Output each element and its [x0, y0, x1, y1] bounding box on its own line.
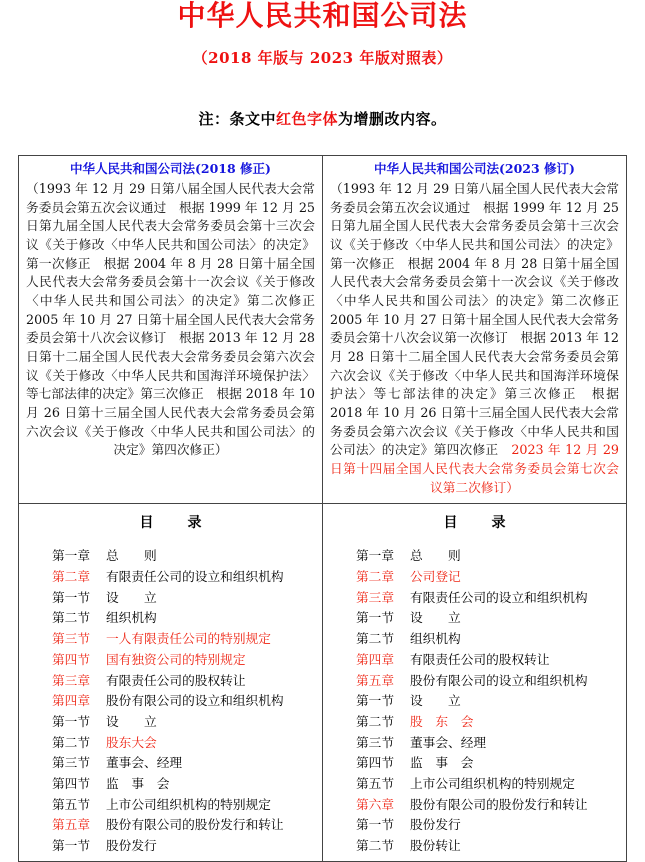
toc-entry-label: 第二章: [356, 569, 395, 584]
toc-entry[interactable]: [52, 546, 315, 567]
toc-entry-label: 第四节: [52, 651, 91, 667]
legend-note-prefix: 注：条文中: [198, 110, 276, 128]
toc-entry[interactable]: [356, 774, 619, 795]
toc-entry-text: 公司登记: [410, 569, 461, 584]
toc-entry-label: 第二章: [52, 569, 91, 584]
toc-entry[interactable]: [356, 712, 619, 733]
toc-entry-text: 一人有限责任公司的特别规定: [106, 631, 271, 647]
left-preamble-text: [26, 180, 328, 460]
toc-entry[interactable]: [52, 753, 315, 774]
toc-entry-text: 监 事 会: [410, 755, 474, 771]
toc-entry[interactable]: [356, 691, 619, 712]
right-toc-heading: 目 录: [443, 515, 516, 532]
toc-entry[interactable]: [52, 774, 315, 795]
toc-entry-label: 第五节: [356, 776, 395, 792]
toc-entry[interactable]: [52, 795, 315, 816]
preamble-row: [19, 156, 627, 504]
right-column-header: 中华人民共和国公司法(2023 修订): [374, 161, 575, 176]
toc-entry-text: 有限责任公司的股权转让: [106, 672, 246, 688]
page-subtitle: （2018 年版与 2023 年版对照表）: [192, 49, 453, 67]
toc-entry-label: 第四章: [356, 651, 395, 667]
toc-entry-text: 股份有限公司的设立和组织机构: [410, 672, 588, 688]
right-preamble-cell: [323, 156, 632, 504]
left-toc-heading: 目 录: [139, 515, 212, 532]
toc-entry[interactable]: [52, 567, 315, 588]
toc-entry-text: 上市公司组织机构的特别规定: [106, 796, 271, 812]
toc-entry-label: 第三节: [52, 755, 91, 771]
toc-entry[interactable]: [356, 836, 619, 857]
toc-entry-label: 第一节: [356, 817, 395, 833]
toc-entry[interactable]: [356, 546, 619, 567]
toc-entry-text: 总 则: [106, 548, 157, 564]
toc-entry-label: 第四节: [52, 776, 91, 792]
toc-entry-text: 有限责任公司的股权转让: [410, 651, 550, 667]
toc-entry-label: 第三节: [356, 734, 395, 750]
toc-entry[interactable]: [356, 815, 619, 836]
page-title: 中华人民共和国公司法: [177, 0, 468, 32]
toc-entry-label: 第一章: [52, 548, 91, 564]
legend-note-highlight: 红色字体: [275, 110, 338, 128]
toc-entry-text: 组织机构: [410, 631, 461, 647]
toc-entry-label: 第一节: [356, 610, 395, 626]
toc-entry-label: 第一节: [52, 589, 91, 605]
toc-entry-text: 股份发行: [410, 817, 461, 833]
toc-entry-label: 第一章: [356, 548, 395, 564]
toc-entry[interactable]: [356, 650, 619, 671]
toc-entry-text: 股份有限公司的股份发行和转让: [410, 796, 588, 812]
left-toc-cell: [19, 504, 323, 862]
toc-entry-text: 股份有限公司的设立和组织机构: [106, 693, 284, 709]
toc-entry-text: 设 立: [106, 589, 157, 605]
right-preamble-black: （1993 年 12 月 29 日第八届全国人民代表大会常务委员会第五次会议通过 根据 1999 年 12 月 25 日第九届全国人民代表大会常务委员会第十三次会议《关于修改〈中华人民共和国公司法〉的决定》第一次修正 根据 2004 年 8 月 28 日第十届全国人民代表大会常务委员会第十一次会议《关于修改〈中华人民共和国公司法〉的决定》第二次修正 2005 年 10 月 27 日第十届全国人民代表大会常务委员会第十八次会议第一次修订 根据 2013 年 12 月 28 日第十二届全国人民代表大会常务委员会第六次会议《关于修改〈中华人民共和国海洋环境保护法〉等七部法律的决定》第三次修正 根据 2018 年 10 月 26 日第十三届全国人民代表大会常务委员会第六次会议《关于修改〈中华人民共和国公司法〉的决定》第四次修正: [330, 180, 632, 458]
toc-entry[interactable]: [356, 671, 619, 692]
left-preamble-cell: [19, 156, 328, 504]
toc-entry[interactable]: [52, 608, 315, 629]
toc-entry-text: 股份转让: [410, 838, 461, 854]
toc-entry[interactable]: [356, 753, 619, 774]
toc-entry-label: 第五章: [356, 672, 395, 688]
toc-entry-label: 第一节: [356, 693, 395, 709]
legend-note: [0, 108, 645, 129]
toc-entry-label: 第五章: [52, 817, 91, 833]
toc-entry-text: 股 东 会: [410, 713, 474, 729]
toc-entry-label: 第二节: [52, 734, 91, 750]
toc-entry[interactable]: [52, 671, 315, 692]
toc-entry-label: 第三节: [52, 631, 91, 647]
toc-entry[interactable]: [52, 588, 315, 609]
toc-entry[interactable]: [52, 691, 315, 712]
toc-entry-text: 股东大会: [106, 734, 157, 750]
toc-entry[interactable]: [356, 733, 619, 754]
toc-entry-label: 第二节: [356, 838, 395, 854]
toc-entry-label: 第三章: [52, 672, 91, 688]
toc-entry-text: 有限责任公司的设立和组织机构: [106, 569, 284, 584]
toc-entry[interactable]: [356, 588, 619, 609]
toc-entry-text: 总 则: [410, 548, 461, 564]
toc-entry-text: 组织机构: [106, 610, 157, 626]
toc-entry-text: 设 立: [106, 713, 157, 729]
toc-entry-label: 第二节: [356, 631, 395, 647]
toc-entry-label: 第六章: [356, 796, 395, 812]
toc-entry[interactable]: [52, 815, 315, 836]
toc-entry[interactable]: [52, 712, 315, 733]
toc-entry-text: 设 立: [410, 693, 461, 709]
left-preamble-black: （1993 年 12 月 29 日第八届全国人民代表大会常务委员会第五次会议通过 根据 1999 年 12 月 25 日第九届全国人民代表大会常务委员会第十三次会议《关于修改〈中华人民共和国公司法〉的决定》第一次修正 根据 2004 年 8 月 28 日第十届全国人民代表大会常务委员会第十一次会议《关于修改〈中华人民共和国公司法〉的决定》第二次修正 2005 年 10 月 27 日第十届全国人民代表大会常务委员会第十八次会议修订 根据 2013 年 12 月 28 日第十二届全国人民代表大会常务委员会第六次会议《关于修改〈中华人民共和国海洋环境保护法〉等七部法律的决定》第三次修正 根据 2018 年 10 月 26 日第十三届全国人民代表大会常务委员会第六次会议《关于修改〈中华人民共和国公司法〉的决定》第四次修正）: [26, 180, 328, 458]
toc-entry-label: 第一节: [52, 713, 91, 729]
toc-entry[interactable]: [52, 650, 315, 671]
toc-entry-text: 董事会、经理: [106, 755, 183, 771]
version-comparison-table: [18, 155, 632, 862]
toc-entry-label: 第四节: [356, 755, 395, 771]
legend-note-suffix: 为增删改内容。: [338, 110, 447, 128]
toc-entry[interactable]: [356, 608, 619, 629]
toc-entry-label: 第三章: [356, 589, 395, 605]
toc-entry-label: 第一节: [52, 838, 91, 854]
right-preamble-red: 2023 年 12 月 29 日第十四届全国人民代表大会常务委员会第七次会议第二次修订）: [330, 442, 619, 495]
right-preamble-text: [330, 180, 632, 497]
toc-entry-label: 第二节: [52, 610, 91, 626]
toc-entry[interactable]: [356, 567, 619, 588]
toc-entry[interactable]: [52, 836, 315, 857]
toc-entry-text: 股份有限公司的股份发行和转让: [106, 817, 284, 833]
toc-entry-label: 第四章: [52, 693, 91, 709]
left-column-header: 中华人民共和国公司法(2018 修正): [70, 161, 271, 176]
toc-entry-text: 有限责任公司的设立和组织机构: [410, 589, 588, 605]
toc-entry[interactable]: [356, 795, 619, 816]
right-toc-cell: [323, 504, 627, 862]
toc-entry[interactable]: [356, 629, 619, 650]
toc-entry-label: 第五节: [52, 796, 91, 812]
toc-entry[interactable]: [52, 629, 315, 650]
toc-entry-text: 监 事 会: [106, 776, 170, 792]
toc-entry-text: 国有独资公司的特别规定: [106, 651, 246, 667]
toc-entry-label: 第二节: [356, 713, 395, 729]
toc-entry-text: 上市公司组织机构的特别规定: [410, 776, 575, 792]
toc-row-group: [19, 504, 627, 862]
toc-entry[interactable]: [52, 733, 315, 754]
toc-entry-text: 设 立: [410, 610, 461, 626]
left-toc-list: [26, 546, 315, 857]
toc-entry-text: 股份发行: [106, 838, 157, 854]
right-toc-list: [330, 546, 619, 857]
toc-entry-text: 董事会、经理: [410, 734, 487, 750]
